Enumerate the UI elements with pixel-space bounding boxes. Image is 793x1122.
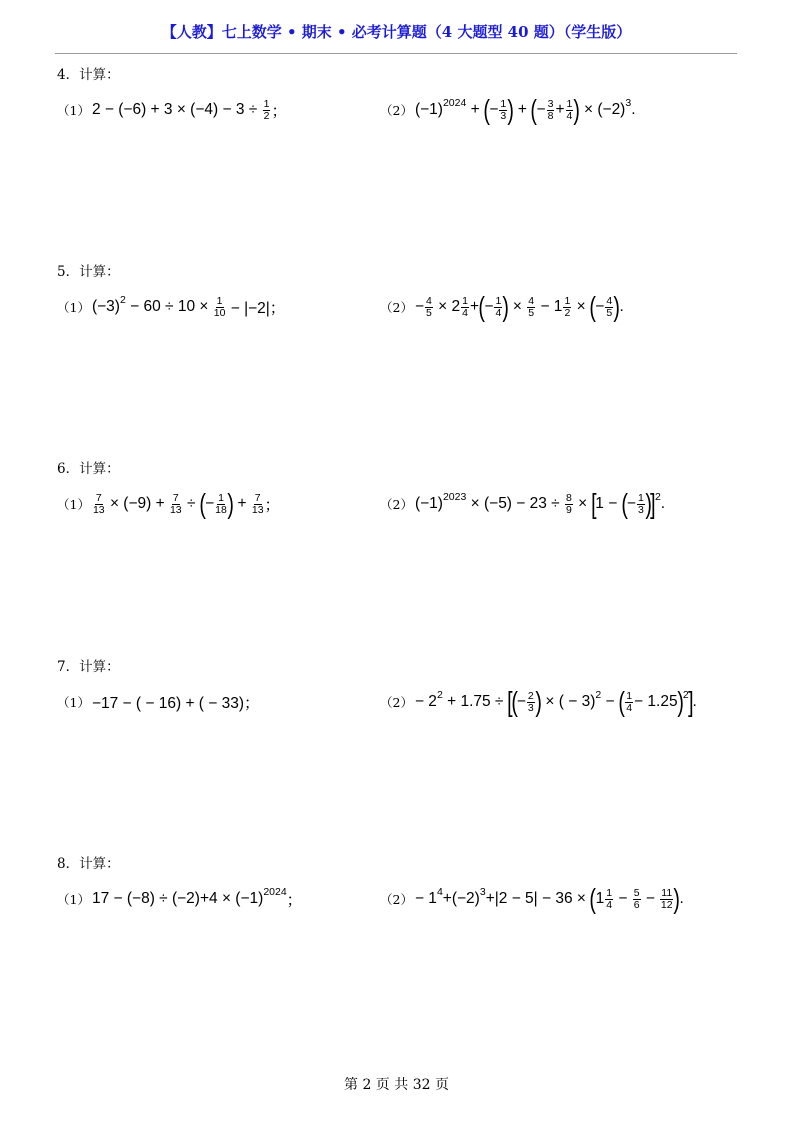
big-bracket: ) — [613, 291, 621, 322]
big-bracket: ) — [673, 883, 681, 914]
math-text: . — [631, 101, 636, 118]
math-text: + — [470, 298, 480, 315]
denominator: 3 — [527, 701, 534, 714]
denominator: 10 — [213, 306, 226, 319]
denominator: 3 — [637, 503, 644, 516]
denominator: 13 — [251, 503, 264, 516]
math-text: − — [489, 101, 499, 118]
exponent: 4 — [436, 886, 443, 898]
math-text: × (−5) − 23 ÷ — [466, 495, 564, 512]
fraction — [499, 99, 507, 122]
math-expression — [415, 490, 665, 518]
question-heading: 8．计算： — [57, 856, 120, 872]
fraction — [170, 493, 182, 516]
math-text: × — [508, 298, 527, 315]
numerator: 1 — [500, 97, 507, 110]
math-text: +(−2) — [442, 890, 480, 907]
math-text: +|2 − 5| − 36 × — [485, 890, 591, 907]
header-divider — [55, 53, 737, 54]
numerator: 1 — [218, 491, 224, 504]
math-text: + — [513, 101, 532, 118]
denominator: 4 — [462, 306, 468, 319]
math-text: − — [626, 495, 636, 512]
math-text: + — [466, 101, 484, 118]
math-text: − — [614, 890, 632, 907]
big-bracket: [ — [506, 686, 513, 717]
fraction — [660, 888, 673, 911]
big-bracket: ( — [620, 488, 628, 519]
math-text: − 1.25 — [634, 693, 678, 710]
math-text: (−3) — [91, 298, 120, 315]
sub-question-label: （2） — [380, 892, 413, 907]
denominator: 2 — [564, 306, 571, 319]
denominator: 13 — [92, 503, 105, 516]
denominator: 6 — [633, 898, 640, 911]
question-heading: 4．计算： — [57, 67, 120, 83]
question-heading: 6．计算： — [57, 461, 120, 477]
fraction — [425, 296, 433, 319]
math-text: 2 − (−6) + 3 × (−4) − 3 ÷ — [91, 101, 262, 118]
fraction — [605, 296, 613, 319]
big-bracket: ) — [507, 94, 515, 125]
fraction — [494, 296, 502, 319]
fraction — [565, 493, 573, 516]
numerator: 1 — [216, 294, 223, 307]
exponent: 2 — [682, 689, 689, 701]
math-text: + — [233, 495, 251, 512]
math-text: − — [536, 101, 546, 118]
denominator: 5 — [606, 306, 613, 319]
sub-question-label: （2） — [380, 300, 413, 315]
math-text: (−1) — [414, 495, 443, 512]
math-text: + — [555, 101, 565, 118]
exponent: 2023 — [442, 491, 467, 503]
denominator: 2 — [263, 109, 270, 122]
math-text: − — [516, 693, 526, 710]
math-text: × ( − 3) — [541, 693, 596, 710]
denominator: 4 — [566, 109, 573, 122]
math-text: ； — [271, 103, 287, 120]
big-bracket: ] — [650, 488, 656, 519]
numerator: 1 — [263, 97, 270, 110]
exponent: 2 — [595, 689, 602, 701]
math-text: − — [484, 298, 494, 315]
big-bracket: ) — [502, 291, 510, 322]
fraction — [93, 493, 105, 516]
fraction — [215, 493, 227, 516]
sub-question-label: （1） — [57, 300, 90, 315]
sub-question — [57, 90, 287, 130]
denominator: 18 — [215, 503, 227, 516]
fraction — [461, 296, 469, 319]
math-text: . — [679, 890, 684, 907]
math-text: ； — [264, 497, 281, 514]
big-bracket: ( — [510, 686, 518, 717]
big-bracket: ) — [573, 94, 581, 125]
math-expression — [92, 888, 302, 910]
math-text: + 1.75 ÷ — [442, 693, 508, 710]
denominator: 12 — [660, 898, 673, 911]
numerator: 1 — [606, 886, 613, 899]
numerator: 11 — [661, 886, 673, 899]
math-text: − — [601, 693, 619, 710]
sub-question — [57, 484, 280, 524]
math-text: 1 — [595, 890, 605, 907]
denominator: 9 — [566, 503, 572, 516]
math-text: − — [414, 298, 425, 315]
fraction — [214, 296, 226, 319]
numerator: 1 — [564, 294, 571, 307]
question-heading: 5．计算： — [57, 264, 120, 280]
math-text: × (−9) + — [105, 495, 169, 512]
big-bracket: ( — [478, 291, 485, 322]
sub-question — [380, 879, 684, 919]
sub-question-label: （2） — [380, 103, 413, 118]
fraction — [605, 888, 613, 911]
numerator: 1 — [637, 491, 644, 504]
math-text: − |−2|； — [226, 300, 286, 317]
sub-question — [380, 484, 665, 524]
math-text: −17 − ( − 16) + ( − 33)； — [91, 695, 260, 712]
denominator: 4 — [626, 701, 633, 714]
math-text: × — [573, 495, 592, 512]
numerator: 4 — [606, 294, 613, 307]
exponent: 3 — [625, 97, 632, 109]
sub-question — [380, 682, 697, 722]
big-bracket: [ — [590, 488, 597, 519]
big-bracket: ) — [676, 686, 684, 717]
math-text: − — [641, 890, 660, 907]
math-expression — [92, 691, 260, 713]
exponent: 2 — [119, 294, 126, 306]
exponent: 3 — [479, 886, 486, 898]
math-text: 1 − — [595, 495, 622, 512]
exponent: 2024 — [442, 97, 467, 109]
fraction — [527, 691, 535, 714]
sub-question — [380, 90, 636, 130]
numerator: 2 — [527, 689, 534, 702]
sub-question-label: （1） — [57, 103, 90, 118]
denominator: 8 — [547, 109, 554, 122]
question-heading: 7．计算： — [57, 659, 120, 675]
math-text: × (−2) — [579, 101, 626, 118]
math-text: . — [619, 298, 624, 315]
math-expression — [415, 885, 684, 913]
math-text: . — [692, 693, 697, 710]
big-bracket: ( — [483, 94, 490, 125]
numerator: 1 — [462, 294, 468, 307]
sub-question-label: （1） — [57, 892, 90, 907]
numerator: 1 — [626, 689, 633, 702]
denominator: 13 — [169, 503, 182, 516]
numerator: 1 — [566, 97, 573, 110]
page-footer: 第 2 页 共 32 页 — [344, 1077, 449, 1093]
numerator: 4 — [528, 294, 535, 307]
big-bracket: ) — [645, 488, 652, 519]
sub-question — [57, 682, 260, 722]
math-text: ÷ — [182, 495, 200, 512]
exponent: 2 — [436, 689, 443, 701]
sub-question-label: （1） — [57, 497, 90, 512]
math-text: − 60 ÷ 10 × — [125, 298, 213, 315]
math-text: − 2 — [414, 693, 437, 710]
numerator: 1 — [495, 294, 502, 307]
big-bracket: ( — [589, 291, 596, 322]
big-bracket: ( — [618, 686, 625, 717]
numerator: 3 — [547, 97, 554, 110]
math-expression — [92, 296, 285, 319]
exponent: 2 — [654, 491, 661, 503]
fraction — [252, 493, 264, 516]
math-text: ； — [286, 892, 303, 909]
denominator: 5 — [426, 306, 432, 319]
fraction — [637, 493, 645, 516]
denominator: 5 — [528, 306, 535, 319]
document-title: 【人教】七上数学 • 期末 • 必考计算题（4 大题型 40 题）（学生版） — [161, 23, 632, 41]
fraction — [527, 296, 535, 319]
fraction — [625, 691, 633, 714]
big-bracket: ( — [199, 488, 206, 519]
math-text: 17 − (−8) ÷ (−2)+4 × (−1) — [91, 890, 264, 907]
denominator: 3 — [500, 109, 507, 122]
big-bracket: ( — [589, 883, 597, 914]
denominator: 4 — [495, 306, 502, 319]
numerator: 8 — [566, 491, 572, 504]
math-text: − — [595, 298, 605, 315]
sub-question-label: （2） — [380, 695, 413, 710]
fraction — [566, 99, 574, 122]
sub-question — [57, 287, 285, 327]
sub-question-label: （2） — [380, 497, 413, 512]
math-text: × — [572, 298, 590, 315]
numerator: 7 — [95, 491, 102, 504]
math-expression — [92, 99, 287, 122]
exponent: 2024 — [263, 886, 287, 898]
numerator: 5 — [633, 886, 640, 899]
numerator: 4 — [426, 294, 432, 307]
math-text: . — [660, 495, 666, 512]
big-bracket: ) — [535, 686, 542, 717]
math-expression — [92, 490, 280, 518]
fraction — [563, 296, 571, 319]
fraction — [263, 99, 271, 122]
math-expression — [415, 96, 636, 124]
math-expression — [415, 688, 697, 716]
sub-question — [57, 879, 302, 919]
math-text: − — [205, 495, 215, 512]
big-bracket: ] — [687, 686, 694, 717]
denominator: 4 — [606, 898, 613, 911]
sub-question-label: （1） — [57, 695, 90, 710]
fraction — [633, 888, 641, 911]
big-bracket: ) — [227, 488, 234, 519]
math-expression — [415, 293, 624, 321]
sub-question — [380, 287, 624, 327]
numerator: 7 — [254, 491, 261, 504]
big-bracket: ( — [530, 94, 538, 125]
math-text: − 1 — [536, 298, 563, 315]
math-text: (−1) — [414, 101, 443, 118]
fraction — [547, 99, 555, 122]
math-text: − 1 — [414, 890, 437, 907]
numerator: 7 — [172, 491, 179, 504]
math-text: × 2 — [433, 298, 461, 315]
